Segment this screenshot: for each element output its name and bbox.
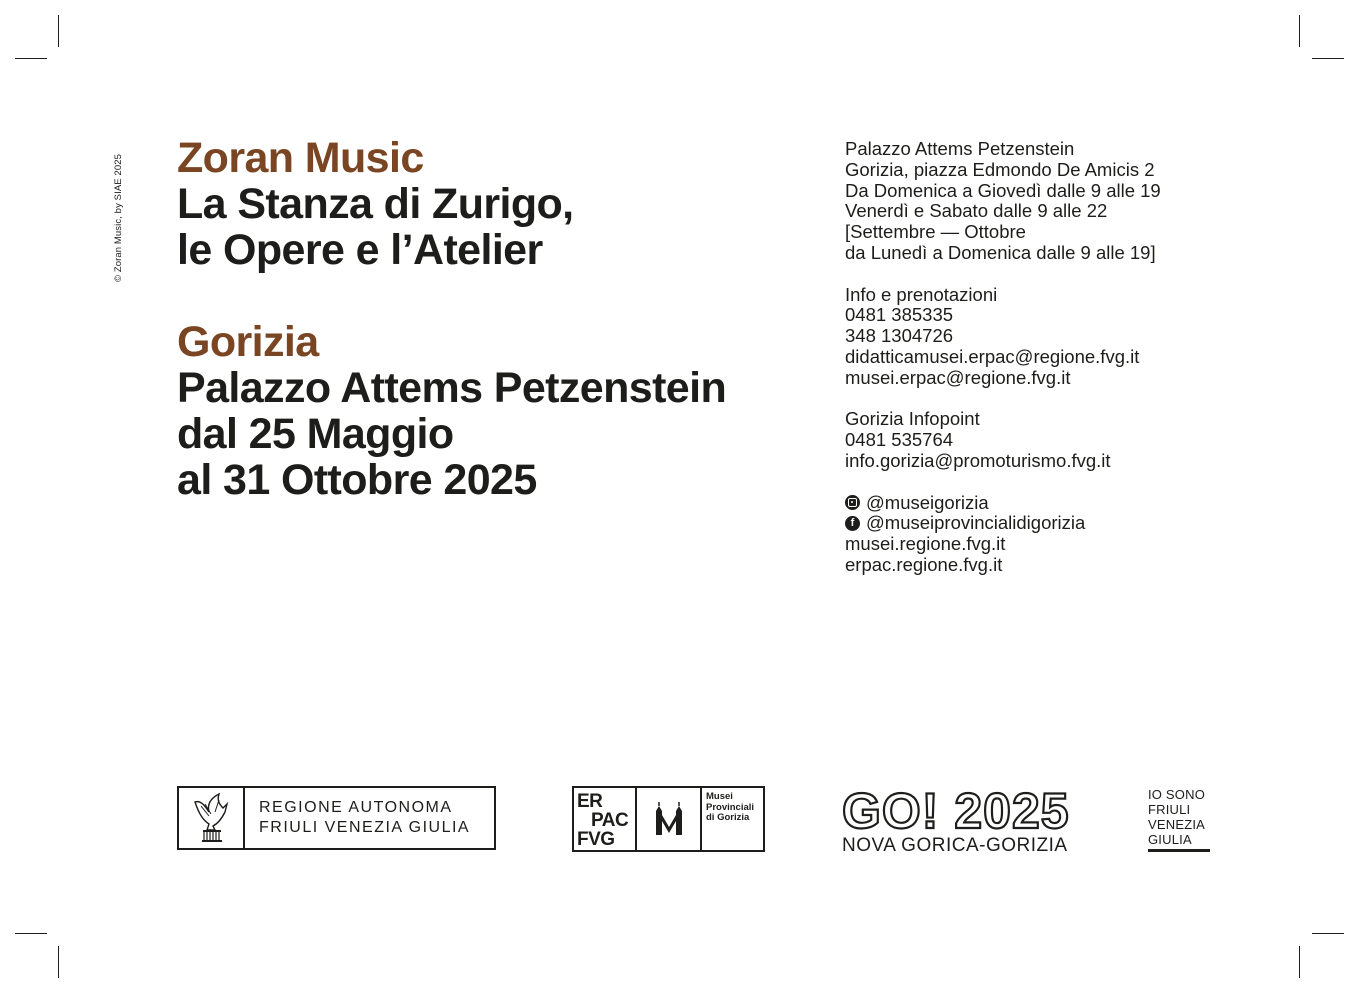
erpac-line: PAC: [591, 810, 629, 831]
musei-line: Musei: [706, 791, 733, 802]
crop-mark: [1312, 58, 1344, 59]
instagram-icon: [845, 495, 860, 510]
email-link[interactable]: didatticamusei.erpac@regione.fvg.it: [845, 345, 1140, 367]
regione-logo-line: REGIONE AUTONOMA: [259, 799, 453, 816]
website-link[interactable]: erpac.regione.fvg.it: [845, 553, 1003, 575]
io-sono-fvg-logo: [1148, 787, 1210, 852]
facebook-link[interactable]: [845, 513, 1161, 534]
musei-line: Provinciali: [706, 801, 755, 813]
erpac-musei-logo: [572, 786, 765, 852]
erpac-wordmark: [574, 788, 637, 850]
website-link[interactable]: musei.regione.fvg.it: [845, 533, 1006, 555]
hours-line: Venerdì e Sabato dalle 9 alle 22: [845, 200, 1108, 222]
info-column: [845, 139, 1161, 576]
musei-line: di Gorizia: [706, 812, 750, 823]
copyright-note: © Zoran Music, by SIAE 2025: [113, 154, 124, 282]
io-sono-line: IO SONO: [1148, 787, 1206, 802]
date-line: al 31 Ottobre 2025: [177, 456, 537, 504]
email-link[interactable]: musei.erpac@regione.fvg.it: [845, 366, 1071, 388]
instagram-handle: @museigorizia: [866, 491, 989, 513]
venue-info-line: Gorizia, piazza Edmondo De Amicis 2: [845, 158, 1155, 180]
bookings-heading: Info e prenotazioni: [845, 283, 998, 305]
venue-line: Palazzo Attems Petzenstein: [177, 364, 727, 412]
eagle-emblem-icon: [179, 788, 245, 848]
go-2025-title: GO! 2025: [842, 783, 1070, 839]
io-sono-line: FRIULI: [1148, 802, 1191, 817]
go-2025-subtitle: NOVA GORICA-GORIZIA: [842, 835, 1068, 856]
hours-line: Da Domenica a Giovedì dalle 9 alle 19: [845, 179, 1161, 201]
io-sono-line: VENEZIA: [1148, 817, 1206, 832]
erpac-line: ER: [577, 791, 603, 812]
instagram-link[interactable]: [845, 493, 1161, 514]
crop-mark: [15, 58, 47, 59]
regione-fvg-logo: [177, 786, 496, 850]
io-sono-underline: [1148, 849, 1210, 852]
facebook-icon: f: [845, 516, 860, 531]
date-line: dal 25 Maggio: [177, 410, 454, 458]
exhibition-subtitle-line: le Opere e l’Atelier: [177, 226, 543, 274]
crop-mark: [1299, 15, 1300, 47]
hours-line: da Lunedì a Domenica dalle 9 alle 19]: [845, 241, 1156, 263]
crop-mark: [1312, 933, 1344, 934]
regione-logo-line: FRIULI VENEZIA GIULIA: [259, 819, 471, 836]
exhibition-subtitle-line: La Stanza di Zurigo,: [177, 180, 574, 228]
phone-number: 0481 535764: [845, 429, 954, 451]
title-block: [177, 135, 726, 503]
facebook-handle: @museiprovincialidigorizia: [866, 512, 1086, 534]
crop-mark: [58, 15, 59, 47]
io-sono-line: GIULIA: [1148, 832, 1192, 847]
infopoint-heading: Gorizia Infopoint: [845, 408, 980, 430]
musei-m-icon: [637, 788, 702, 850]
venue-info-line: Palazzo Attems Petzenstein: [845, 138, 1075, 159]
phone-number: 348 1304726: [845, 325, 954, 347]
phone-number: 0481 385335: [845, 304, 954, 326]
crop-mark: [58, 946, 59, 978]
crop-mark: [1299, 946, 1300, 978]
email-link[interactable]: info.gorizia@promoturismo.fvg.it: [845, 449, 1111, 471]
city-name: Gorizia: [177, 318, 319, 366]
erpac-line: FVG: [577, 829, 615, 850]
musei-provinciali-text: [702, 788, 763, 850]
artist-name: Zoran Music: [177, 134, 424, 182]
hours-line: [Settembre — Ottobre: [845, 221, 1026, 243]
go-2025-logo: [842, 783, 1070, 857]
crop-mark: [15, 933, 47, 934]
